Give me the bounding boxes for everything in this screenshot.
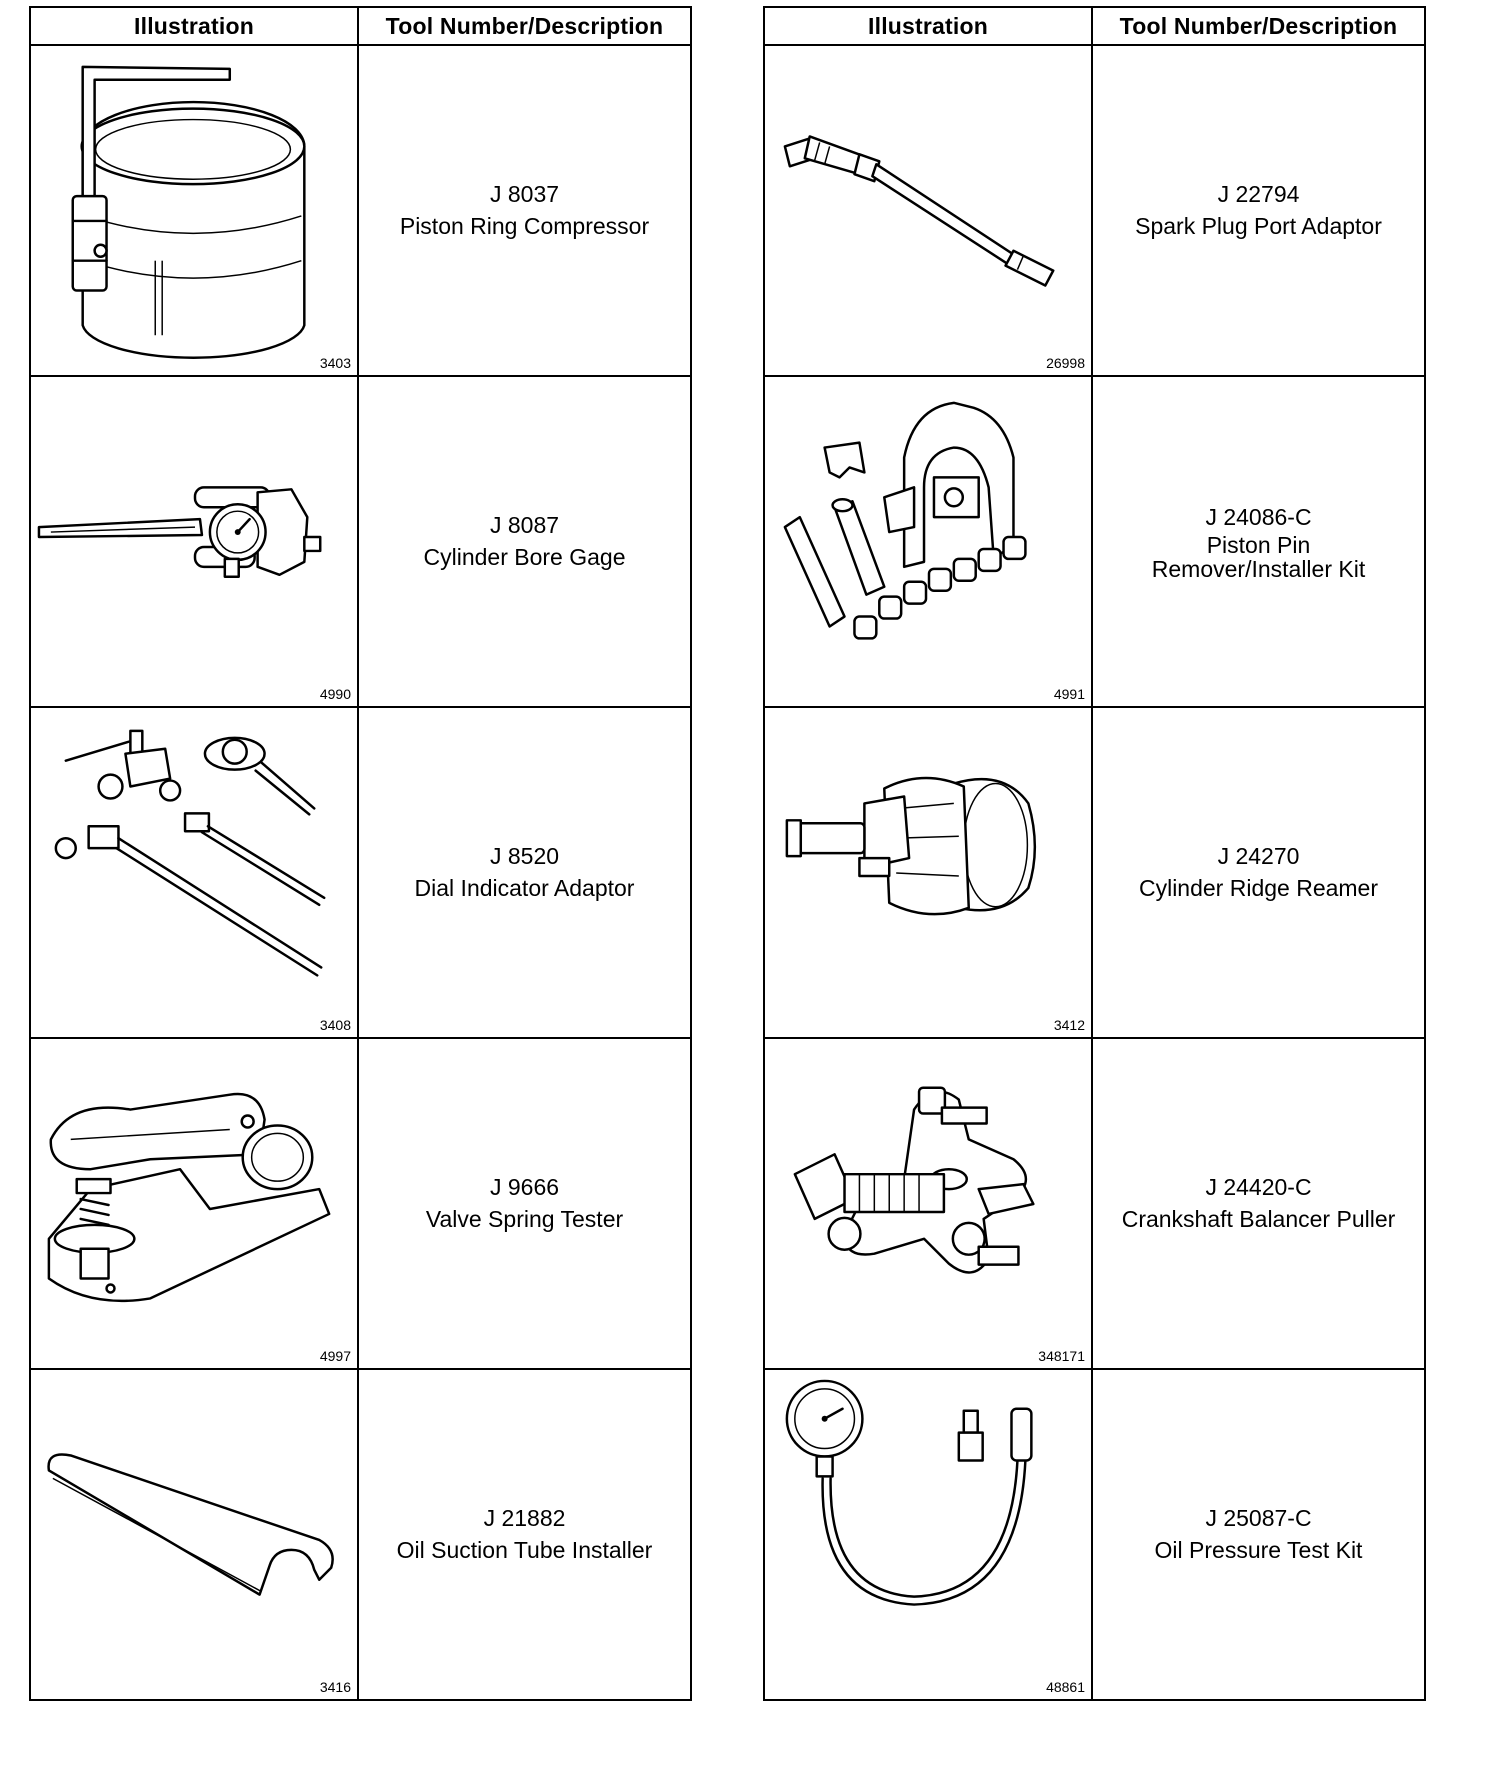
tool-name: Cylinder Bore Gage xyxy=(423,543,626,570)
tool-name: Valve Spring Tester xyxy=(425,1205,624,1232)
figure-number: 3412 xyxy=(1053,1017,1085,1033)
figure-number: 348171 xyxy=(1038,1348,1085,1364)
description-cell xyxy=(358,376,691,707)
tool-number: J 21882 xyxy=(483,1505,566,1532)
tool-row xyxy=(764,45,1425,376)
tool-name: Oil Pressure Test Kit xyxy=(1154,1536,1363,1563)
description-cell xyxy=(358,1038,691,1369)
description-cell xyxy=(1092,1038,1425,1369)
figure-number: 4990 xyxy=(319,686,351,702)
description-cell xyxy=(358,707,691,1038)
tool-row xyxy=(764,376,1425,707)
figure-number: 4997 xyxy=(319,1348,351,1364)
tool-number: J 24270 xyxy=(1217,843,1300,870)
dial-indicator-adaptor-icon xyxy=(31,708,357,1037)
header-row xyxy=(30,7,691,45)
tool-table-right xyxy=(763,6,1426,1701)
tool-number: J 22794 xyxy=(1217,181,1300,208)
spark-plug-port-adaptor-icon xyxy=(765,46,1091,375)
illustration-cell xyxy=(764,1369,1092,1700)
figure-number: 26998 xyxy=(1046,355,1085,371)
figure-number: 3403 xyxy=(319,355,351,371)
piston-ring-compressor-icon xyxy=(31,46,357,375)
illustration-cell xyxy=(764,1038,1092,1369)
tool-name: Oil Suction Tube Installer xyxy=(396,1536,653,1563)
tool-name: Piston Ring Compressor xyxy=(399,212,650,239)
figure-number: 3408 xyxy=(319,1017,351,1033)
figure-number: 4991 xyxy=(1053,686,1085,702)
tool-row xyxy=(30,376,691,707)
tool-table-left xyxy=(29,6,692,1701)
description-cell xyxy=(1092,376,1425,707)
tool-row xyxy=(764,1369,1425,1700)
tool-row xyxy=(30,45,691,376)
tool-name: Crankshaft Balancer Puller xyxy=(1121,1205,1396,1232)
illustration-cell xyxy=(30,45,358,376)
tool-row xyxy=(30,1369,691,1700)
tool-number: J 9666 xyxy=(489,1174,560,1201)
illustration-cell xyxy=(764,45,1092,376)
cylinder-bore-gage-icon xyxy=(31,377,357,706)
tool-row xyxy=(764,707,1425,1038)
illustration-cell xyxy=(30,1038,358,1369)
description-cell xyxy=(358,1369,691,1700)
tool-name-line2: Remover/Installer Kit xyxy=(1151,556,1366,583)
tool-row xyxy=(30,1038,691,1369)
tool-number: J 8087 xyxy=(489,512,560,539)
oil-suction-tube-installer-icon xyxy=(31,1370,357,1699)
tool-row xyxy=(764,1038,1425,1369)
piston-pin-kit-icon xyxy=(765,377,1091,706)
tool-number: J 24420-C xyxy=(1205,1174,1312,1201)
description-cell xyxy=(358,45,691,376)
illustration-header: Illustration xyxy=(764,7,1092,45)
crankshaft-balancer-puller-icon xyxy=(765,1039,1091,1368)
tool-number: J 24086-C xyxy=(1205,503,1312,530)
description-cell xyxy=(1092,45,1425,376)
description-header: Tool Number/Description xyxy=(358,7,691,45)
tool-name: Dial Indicator Adaptor xyxy=(414,874,635,901)
description-cell xyxy=(1092,1369,1425,1700)
figure-number: 3416 xyxy=(319,1679,351,1695)
tool-row xyxy=(30,707,691,1038)
tool-number: J 25087-C xyxy=(1205,1505,1312,1532)
illustration-cell xyxy=(764,707,1092,1038)
description-cell xyxy=(1092,707,1425,1038)
valve-spring-tester-icon xyxy=(31,1039,357,1368)
illustration-cell xyxy=(30,1369,358,1700)
cylinder-ridge-reamer-icon xyxy=(765,708,1091,1037)
illustration-cell xyxy=(30,707,358,1038)
tool-number: J 8520 xyxy=(489,843,560,870)
oil-pressure-test-kit-icon xyxy=(765,1370,1091,1699)
tool-name: Cylinder Ridge Reamer xyxy=(1138,874,1379,901)
tool-name-line1: Piston Pin xyxy=(1206,531,1311,558)
illustration-cell xyxy=(30,376,358,707)
tool-number: J 8037 xyxy=(489,181,560,208)
tool-name: Spark Plug Port Adaptor xyxy=(1135,212,1382,239)
figure-number: 48861 xyxy=(1046,1679,1085,1695)
description-header: Tool Number/Description xyxy=(1092,7,1425,45)
header-row xyxy=(764,7,1425,45)
illustration-header: Illustration xyxy=(30,7,358,45)
illustration-cell xyxy=(764,376,1092,707)
